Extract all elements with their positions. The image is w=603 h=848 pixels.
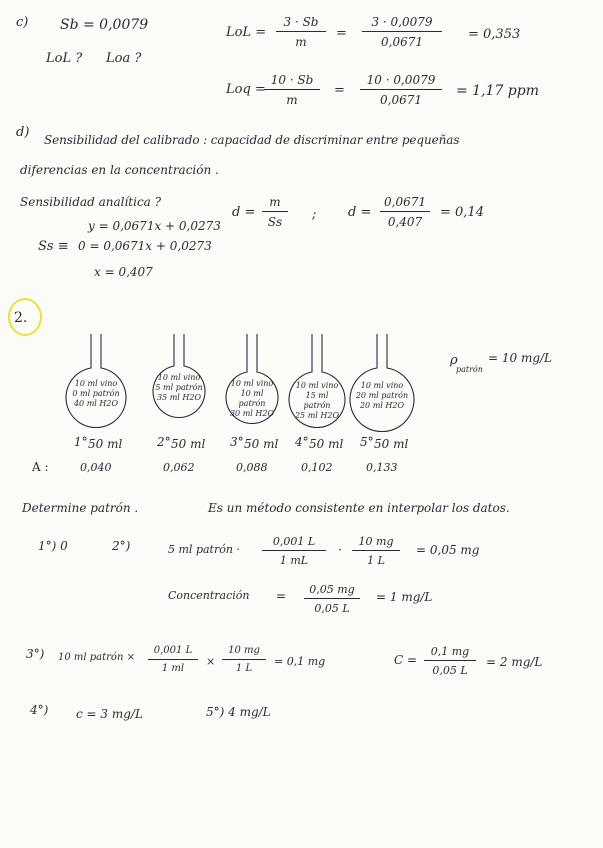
loq-fraction [264,74,320,106]
concentration-result: = 1 mg/L [376,590,433,604]
flask-2-index: 2° [157,435,171,449]
flask-content-line: 10 ml vino [74,379,118,388]
step-4-label: 4°) [30,703,49,717]
c-fraction [424,646,476,676]
flask-3-contents [228,379,276,419]
lol-lhs: LoL = [226,25,267,40]
flask-4-index: 4° [295,435,309,449]
loq-fraction-2 [360,74,442,106]
determine-standard: Determine patrón . [22,501,139,515]
step-3-fraction-1 [148,646,198,674]
rho-subscript: patrón [456,365,483,374]
step-2-f1-num: 0,001 L [262,536,326,551]
loq-lhs: Loq = [226,82,266,97]
part-c-label: c) [16,15,29,30]
step-3-result: = 0,1 mg [274,655,326,668]
d2-den: 0,407 [387,215,423,229]
step-2-label: 2°) [112,539,131,553]
question-lol: LoL ? [46,51,83,66]
loq-eq: = [334,83,345,98]
flask-content-line: 10 ml vino [295,381,339,390]
loq-num2: 10 · 0,0079 [360,74,442,90]
step-3-f1-num: 0,001 L [148,646,198,660]
flask-3-index: 3° [230,435,244,449]
concentration-fraction [304,584,360,614]
flask-1-volume: 50 ml [88,437,123,451]
x-solution: x = 0,407 [94,265,153,279]
flask-1-index: 1° [74,435,88,449]
lol-den2: 0,0671 [381,35,423,49]
step-3-f2-den: 1 L [235,663,253,674]
flask-2-contents [155,373,203,403]
step-2-f2-num: 10 mg [352,536,400,551]
method-description: Es un método consistente en interpolar los datos. [208,501,510,515]
step-3-times: × [206,655,216,668]
flask-content-line: 15 ml patrón [303,391,331,410]
d-fraction [262,196,288,228]
loq-result: = 1,17 ppm [456,83,540,99]
flask-content-line: 40 ml H2O [73,399,119,408]
step-3-f1-den: 1 ml [161,663,185,674]
loq-den2: 0,0671 [380,93,422,107]
lol-fraction [276,16,326,48]
flask-4-volume: 50 ml [309,437,344,451]
flask-4-absorbance: 0,102 [301,461,333,474]
step-2-amount: 5 ml patrón · [168,543,240,556]
step-4-value: c = 3 mg/L [76,707,143,721]
concentration-eq: = [276,589,287,603]
c-result: = 2 mg/L [486,655,543,669]
flask-3-absorbance: 0,088 [236,461,268,474]
flask-4-contents [291,381,343,421]
flask-content-line: 10 ml vino [360,381,404,390]
flask-5-index: 5° [360,435,374,449]
d2-num: 0,0671 [380,196,430,212]
flask-content-line: 10 ml vino [230,379,274,388]
c-lhs: C = [394,653,418,667]
flask-1-contents [68,379,124,409]
d-num: m [262,196,288,212]
step-2-dot: · [338,543,342,557]
flask-content-line: 10 ml patrón [238,389,266,408]
lol-num2: 3 · 0,0079 [362,16,442,32]
step-3-f2-num: 10 mg [222,646,266,660]
d-den: Ss [267,215,283,229]
ss-label: Ss ≡ [38,239,69,254]
d2-result: = 0,14 [440,205,484,220]
flask-5-volume: 50 ml [374,437,409,451]
rho-value: = 10 mg/L [488,351,553,365]
flask-5-absorbance: 0,133 [366,461,398,474]
sensitivity-definition-line-1: Sensibilidad del calibrado : capacidad de discriminar entre pequeñas [44,133,460,147]
flask-content-line: 25 ml H2O [294,411,340,420]
absorbance-label: A : [32,460,49,474]
flask-5-contents [352,381,412,411]
step-3-amount: 10 ml patrón × [58,652,135,663]
flask-1-absorbance: 0,040 [80,461,112,474]
c-num: 0,1 mg [424,646,476,661]
regression-equation: y = 0,0671x + 0,0273 [88,219,221,233]
rho-label: ρ [450,353,458,368]
flask-content-line: 5 ml patrón [155,383,203,392]
step-2-f1-den: 1 mL [279,554,309,567]
sensitivity-definition-line-2: diferencias en la concentración . [20,163,219,177]
part-d-label: d) [16,125,30,140]
flask-3-volume: 50 ml [244,437,279,451]
step-5: 5°) 4 mg/L [206,705,271,719]
step-3-fraction-2 [222,646,266,674]
step-2-result: = 0,05 mg [416,543,480,557]
loq-num: 10 · Sb [264,74,320,90]
step-2-f2-den: 1 L [367,554,385,567]
step-3-label: 3°) [26,647,45,661]
lol-eq: = [336,26,347,41]
flask-2-absorbance: 0,062 [163,461,195,474]
concentration-label: Concentración [168,589,250,602]
flask-content-line: 20 ml patrón [355,391,409,400]
analytic-sensitivity-question: Sensibilidad analítica ? [20,195,162,209]
flask-content-line: 30 ml H2O [229,409,275,418]
concentration-num: 0,05 mg [304,584,360,599]
d2-lhs: d = [348,205,372,220]
d-lhs: d = [232,205,256,220]
flask-content-line: 20 ml H2O [359,401,405,410]
lol-fraction-2 [362,16,442,48]
flask-2-volume: 50 ml [171,437,206,451]
sb-value: Sb = 0,0079 [60,17,149,33]
flask-content-line: 35 ml H2O [156,393,202,402]
zero-equation: 0 = 0,0671x + 0,0273 [78,239,212,253]
concentration-den: 0,05 L [314,602,350,615]
part-2-label: 2. [14,310,28,326]
lol-num: 3 · Sb [276,16,326,32]
step-2-fraction-1 [262,536,326,566]
d2-fraction [380,196,430,228]
c-den: 0,05 L [432,664,468,677]
lol-result: = 0,353 [468,27,521,42]
question-loa: Loa ? [106,51,142,66]
flask-content-line: 0 ml patrón [72,389,120,398]
step-2-fraction-2 [352,536,400,566]
d-semicolon: ; [312,207,317,222]
lol-den: m [295,35,307,49]
step-1: 1°) 0 [38,539,68,553]
loq-den: m [286,93,298,107]
flask-content-line: 10 ml vino [157,373,201,382]
